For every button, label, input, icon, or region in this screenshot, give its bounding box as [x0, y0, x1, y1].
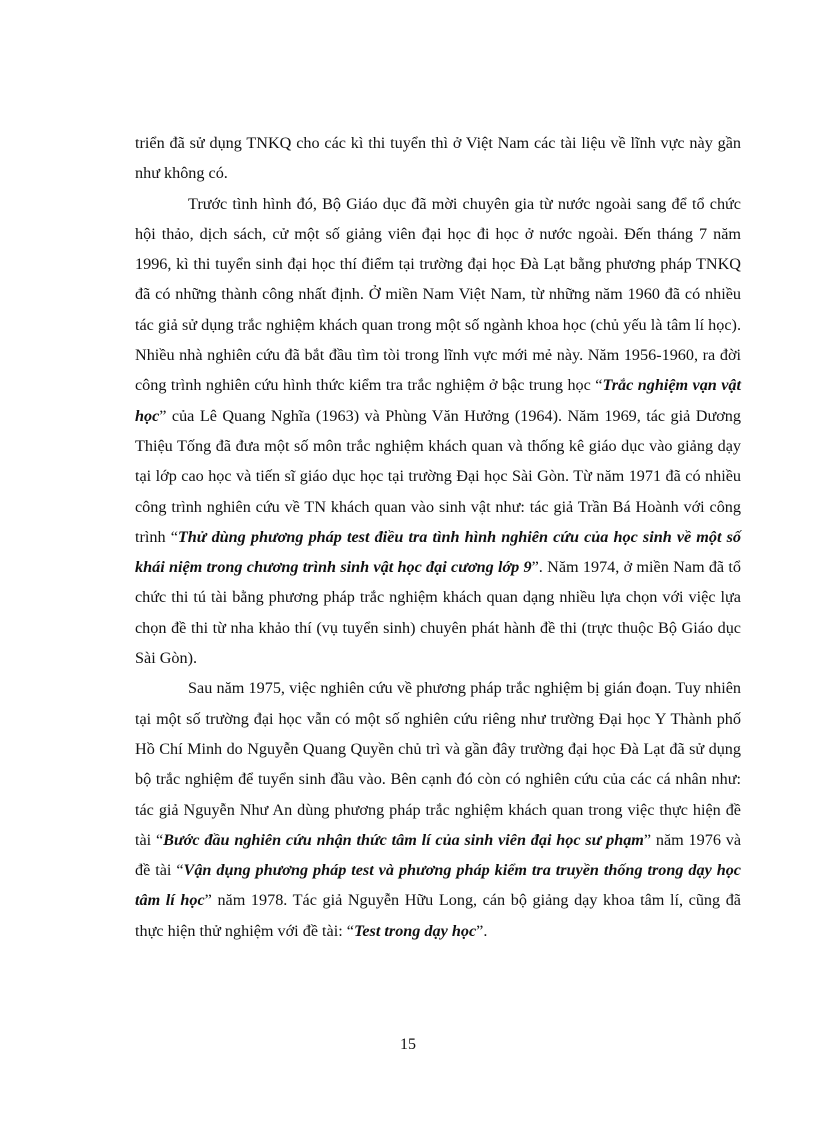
emphasized-title: Thử dùng phương pháp test điều tra tình hình nghiên cứu của học sinh về một số khái niệm trong chương trình sinh vật học đại cương lớp 9 — [135, 527, 741, 577]
emphasized-title: Trắc nghiệm vạn vật học — [135, 376, 742, 425]
body-text — [135, 128, 741, 946]
text-run: Sau năm 1975, việc nghiên cứu về phương pháp trắc nghiệm bị gián đoạn. Tuy nhiên tại một số trường đại học vẫn có một số nghiên cứu riêng như trường Đại học Y Thành phố Hồ Chí Minh do Nguyễn Quang Quyền chủ trì và gần đây trường đại học Đà Lạt đã sử dụng bộ trắc nghiệm để tuyển sinh đầu vào. Bên cạnh đó còn có nghiên cứu của các cá nhân như: tác giả Nguyễn Như An dùng phương pháp trắc nghiệm khách quan trong việc thực hiện đề tài “ — [135, 679, 741, 849]
text-run: ”. Năm 1974, ở miền Nam đã tổ chức thi tú tài bằng phương pháp trắc nghiệm khách quan dạng nhiều lựa chọn với việc lựa chọn đề thi từ nha khảo thí (vụ tuyển sinh) chuyên phát hành đề thi (trực thuộc Bộ Giáo dục Sài Gòn). — [135, 558, 741, 668]
paragraph — [135, 189, 741, 674]
paragraph — [135, 673, 741, 946]
text-run: ” năm 1976 và đề tài “ — [135, 830, 741, 880]
emphasized-title: Test trong dạy học — [353, 921, 477, 940]
text-run: ” của Lê Quang Nghĩa (1963) và Phùng Văn Hưởng (1964). Năm 1969, tác giả Dương Thiệu Tống đã đưa một số môn trắc nghiệm khách quan và thống kê giáo dục vào giảng dạy tại lớp cao học và tiến sĩ giáo dục học tại trường Đại học Sài Gòn. Từ năm 1971 đã có nhiều công trình nghiên cứu về TN khách quan vào sinh vật như: tác giả Trần Bá Hoành với công trình “ — [135, 406, 741, 546]
emphasized-title: Vận dụng phương pháp test và phương pháp kiểm tra truyền thống trong dạy học tâm lí học — [135, 861, 741, 910]
text-run: triển đã sử dụng TNKQ cho các kì thi tuyển thì ở Việt Nam các tài liệu về lĩnh vực này gần như không có. — [135, 134, 741, 183]
paragraph — [135, 128, 741, 189]
text-run: ”. — [476, 921, 488, 940]
text-run: ” năm 1978. Tác giả Nguyễn Hữu Long, cán bộ giảng dạy khoa tâm lí, cũng đã thực hiện thử nghiệm với đề tài: “ — [135, 891, 741, 940]
page-number: 15 — [400, 1036, 416, 1053]
emphasized-title: Bước đầu nghiên cứu nhận thức tâm lí của sinh viên đại học sư phạm — [163, 830, 644, 849]
text-run: Trước tình hình đó, Bộ Giáo dục đã mời chuyên gia từ nước ngoài sang để tổ chức hội thảo, dịch sách, cử một số giảng viên đại học đi học ở nước ngoài. Đến tháng 7 năm 1996, kì thi tuyển sinh đại học thí điểm tại trường đại học Đà Lạt bằng phương pháp TNKQ đã có những thành công nhất định. Ở miền Nam Việt Nam, từ những năm 1960 đã có nhiều tác giả sử dụng trắc nghiệm khách quan trong một số ngành khoa học (chủ yếu là tâm lí học). Nhiều nhà nghiên cứu đã bắt đầu tìm tòi trong lĩnh vực mới mẻ này. Năm 1956-1960, ra đời công trình nghiên cứu hình thức kiểm tra trắc nghiệm ở bậc trung học “ — [135, 194, 741, 395]
